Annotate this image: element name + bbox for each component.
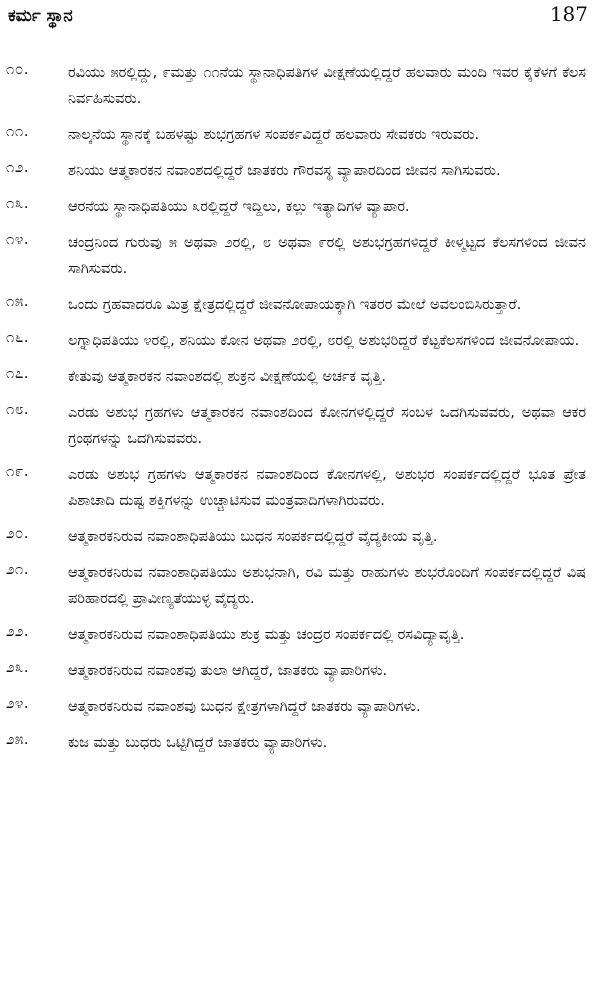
item-number: ೧೭. (6, 364, 30, 382)
item-text: ಆತ್ಮಕಾರಕನಿರುವ ನವಾಂಶಾಧಿಪತಿಯು ಅಶುಭನಾಗಿ, ರವಿ ಮತ್ತು ರಾಹುಗಳು ಶುಭರೊಂದಿಗೆ ಸಂಪರ್ಕದಲ್ಲಿದ್ದರೆ ವಿಷ ಪರಿಹಾರದಲ್ಲಿ ಪ್ರಾವೀಣ್ಯತೆಯುಳ್ಳ ವೈದ್ಯರು. (68, 565, 586, 607)
item-number: ೨೫. (6, 730, 30, 748)
item-text: ಚಂದ್ರನಿಂದ ಗುರುವು ೫ ಅಥವಾ ೨ರಲ್ಲಿ, ೮ ಅಥವಾ ೯ರಲ್ಲಿ ಅಶುಭಗ್ರಹಗಳಿದ್ದರೆ ಕೀಳ್ಮಟ್ಟದ ಕೆಲಸಗಳಿಂದ ಜೀವನ ಸಾಗಿಸುವರು. (68, 235, 586, 277)
item-text: ಆತ್ಮಕಾರಕನಿರುವ ನವಾಂಶವು ಬುಧನ ಕ್ಷೇತ್ರಗಳಾಗಿದ್ದರೆ ಜಾತಕರು ವ್ಯಾಪಾರಿಗಳು. (68, 699, 421, 715)
list-item (0, 328, 600, 354)
list-item (0, 462, 600, 514)
list-item (0, 60, 600, 112)
item-text: ಆತ್ಮಕಾರಕನಿರುವ ನವಾಂಶಾಧಿಪತಿಯು ಬುಧನ ಸಂಪರ್ಕದಲ್ಲಿದ್ದರೆ ವೈದ್ಯಕೀಯ ವೃತ್ತಿ. (68, 529, 438, 545)
list-item (0, 622, 600, 648)
item-number: ೧೮. (6, 400, 30, 418)
item-number: ೧೪. (6, 230, 30, 248)
item-text: ಶನಿಯು ಆತ್ಮಕಾರಕನ ನವಾಂಶದಲ್ಲಿದ್ದರೆ ಜಾತಕರು ಗೌರವಸ್ಥ ವ್ಯಾಪಾರದಿಂದ ಜೀವನ ಸಾಗಿಸುವರು. (68, 163, 501, 179)
item-number: ೧೯. (6, 462, 30, 480)
list-item (0, 400, 600, 452)
item-number: ೨೩. (6, 658, 30, 676)
item-number: ೧೫. (6, 292, 30, 310)
item-text: ಲಗ್ನಾಧಿಪತಿಯು ೪ರಲ್ಲಿ, ಶನಿಯು ಕೋನ ಅಥವಾ ೨ರಲ್ಲಿ, ೮ರಲ್ಲಿ ಅಶುಭರಿದ್ದರೆ ಕೆಟ್ಟಕೆಲಸಗಳಿಂದ ಜೀವನೋಪಾಯ. (68, 333, 580, 349)
item-number: ೨೧. (6, 560, 30, 578)
list-item (0, 658, 600, 684)
item-text: ಆತ್ಮಕಾರಕನಿರುವ ನವಾಂಶವು ತುಲಾ ಆಗಿದ್ದರೆ, ಜಾತಕರು ವ್ಯಾಪಾರಿಗಳು. (68, 663, 388, 679)
list-item (0, 524, 600, 550)
list-item (0, 560, 600, 612)
item-text: ಕೇತುವು ಆತ್ಮಕಾರಕನ ನವಾಂಶದಲ್ಲಿ ಶುಕ್ರನ ವೀಕ್ಷಣೆಯಲ್ಲಿ ಅರ್ಚಕ ವೃತ್ತಿ. (68, 369, 387, 385)
item-number: ೧೩. (6, 194, 30, 212)
item-text: ರವಿಯು ೫ರಲ್ಲಿದ್ದು, ೯ಮತ್ತು ೧೧ನೆಯ ಸ್ಥಾನಾಧಿಪತಿಗಳ ವೀಕ್ಷಣೆಯಲ್ಲಿದ್ದರೆ ಹಲವಾರು ಮಂದಿ ಇವರ ಕೈಕೆಳಗೆ ಕೆಲಸ ನಿರ್ವಹಿಸುವರು. (68, 65, 586, 107)
item-text: ಕುಜ ಮತ್ತು ಬುಧರು ಒಟ್ಟಿಗಿದ್ದರೆ ಜಾತಕರು ವ್ಯಾಪಾರಿಗಳು. (68, 735, 328, 751)
item-number: ೨೦. (6, 524, 30, 542)
item-number: ೧೦. (6, 60, 30, 78)
rules-list (0, 60, 600, 751)
page-header (8, 2, 588, 36)
list-item (0, 230, 600, 282)
item-text: ನಾಲ್ಕನೆಯ ಸ್ಥಾನಕ್ಕೆ ಬಹಳಷ್ಟು ಶುಭಗ್ರಹಗಳ ಸಂಪರ್ಕವಿದ್ದರೆ ಹಲವಾರು ಸೇವಕರು ಇರುವರು. (68, 127, 480, 143)
item-number: ೨೨. (6, 622, 30, 640)
list-item (0, 730, 600, 756)
list-item (0, 122, 600, 148)
item-text: ಆತ್ಮಕಾರಕನಿರುವ ನವಾಂಶಾಧಿಪತಿಯು ಶುಕ್ರ ಮತ್ತು ಚಂದ್ರರ ಸಂಪರ್ಕದಲ್ಲಿ ರಸವಿದ್ಯಾವೃತ್ತಿ. (68, 627, 465, 643)
page-number: 187 (549, 2, 588, 26)
list-item (0, 194, 600, 220)
item-number: ೨೪. (6, 694, 30, 712)
item-number: ೧೧. (6, 122, 30, 140)
item-text: ಎರಡು ಅಶುಭ ಗ್ರಹಗಳು ಆತ್ಮಕಾರಕನ ನವಾಂಶದಿಂದ ಕೋನಗಳಲ್ಲಿದ್ದರೆ ಸಂಬಳ ಒದಗಿಸುವವರು, ಅಥವಾ ಆಕರ ಗ್ರಂಥಗಳನ್ನು ಒದಗಿಸುವವರು. (68, 405, 586, 447)
list-item (0, 364, 600, 390)
list-item (0, 158, 600, 184)
item-number: ೧೨. (6, 158, 30, 176)
item-number: ೧೬. (6, 328, 30, 346)
list-item (0, 694, 600, 720)
chapter-title: ಕರ್ಮ ಸ್ಥಾನ (8, 6, 73, 26)
item-text: ಎರಡು ಅಶುಭ ಗ್ರಹಗಳು ಆತ್ಮಕಾರಕನ ನವಾಂಶದಿಂದ ಕೋನಗಳಲ್ಲಿ, ಅಶುಭರ ಸಂಪರ್ಕದಲ್ಲಿದ್ದರೆ ಭೂತ ಪ್ರೇತ ಪಿಶಾಚಾದಿ ದುಷ್ಟ ಶಕ್ತಿಗಳನ್ನು ಉಚ್ಚಾಟಿಸುವ ಮಂತ್ರವಾದಿಗಳಾಗಿರುವರು. (68, 467, 586, 509)
item-text: ಆರನೆಯ ಸ್ಥಾನಾಧಿಪತಿಯು ೩ರಲ್ಲಿದ್ದರೆ ಇದ್ದಿಲು, ಕಲ್ಲು ಇತ್ಯಾದಿಗಳ ವ್ಯಾಪಾರ. (68, 199, 410, 215)
item-text: ಒಂದು ಗ್ರಹವಾದರೂ ಮಿತ್ರ ಕ್ಷೇತ್ರದಲ್ಲಿದ್ದರೆ ಜೀವನೋಪಾಯಕ್ಕಾಗಿ ಇತರರ ಮೇಲೆ ಅವಲಂಬಿಸಿರುತ್ತಾರೆ. (68, 297, 522, 313)
list-item (0, 292, 600, 318)
